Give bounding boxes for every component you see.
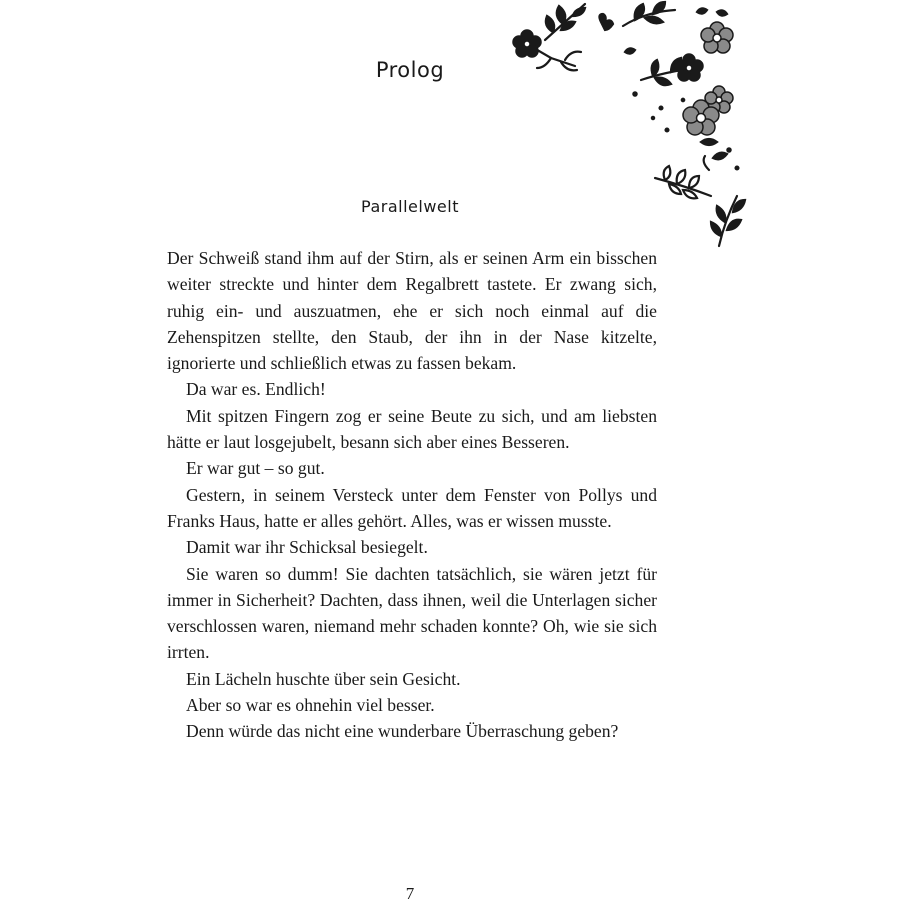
paragraph: Sie waren so dumm! Sie dachten tatsächlich, sie wären jetzt für immer in Sicherheit? Dachten, dass ihnen, weil die Unterlagen sicher verschlossen waren, niemand mehr schaden konnte? Oh, wie sie sich irrten. [167,563,657,663]
paragraph: Da war es. Endlich! [186,379,326,400]
paragraph: Er war gut – so gut. [186,458,325,479]
paragraph: Aber so war es ohnehin viel besser. [186,695,435,716]
paragraph: Denn würde das nicht eine wunderbare Überraschung geben? [186,721,619,742]
floral-ornament-icon [505,0,750,255]
paragraph: Damit war ihr Schicksal besiegelt. [186,537,428,558]
paragraph: Mit spitzen Fingern zog er seine Beute zu sich, und am liebsten hätte er laut losgejubelt, besann sich aber eines Besseren. [167,405,657,453]
paragraph: Ein Lächeln huschte über sein Gesicht. [186,668,461,689]
page-number: 7 [405,884,415,903]
section-title: Parallelwelt [361,197,459,216]
paragraph: Gestern, in seinem Versteck unter dem Fenster von Pollys und Franks Haus, hatte er alles gehört. Alles, was er wissen musste. [167,484,657,531]
chapter-title: Prolog [375,58,445,82]
body-text [167,245,657,745]
paragraph: Der Schweiß stand ihm auf der Stirn, als er seinen Arm ein bisschen weiter streckte und hinter dem Regalbrett tastete. Er zwang sich, ruhig ein- und auszuatmen, ehe er sich noch einmal auf die Zehenspitzen stellte, den Staub, der ihn in der Nase kitzelte, ignorierte und schließlich etwas zu fassen bekam. [167,248,657,374]
